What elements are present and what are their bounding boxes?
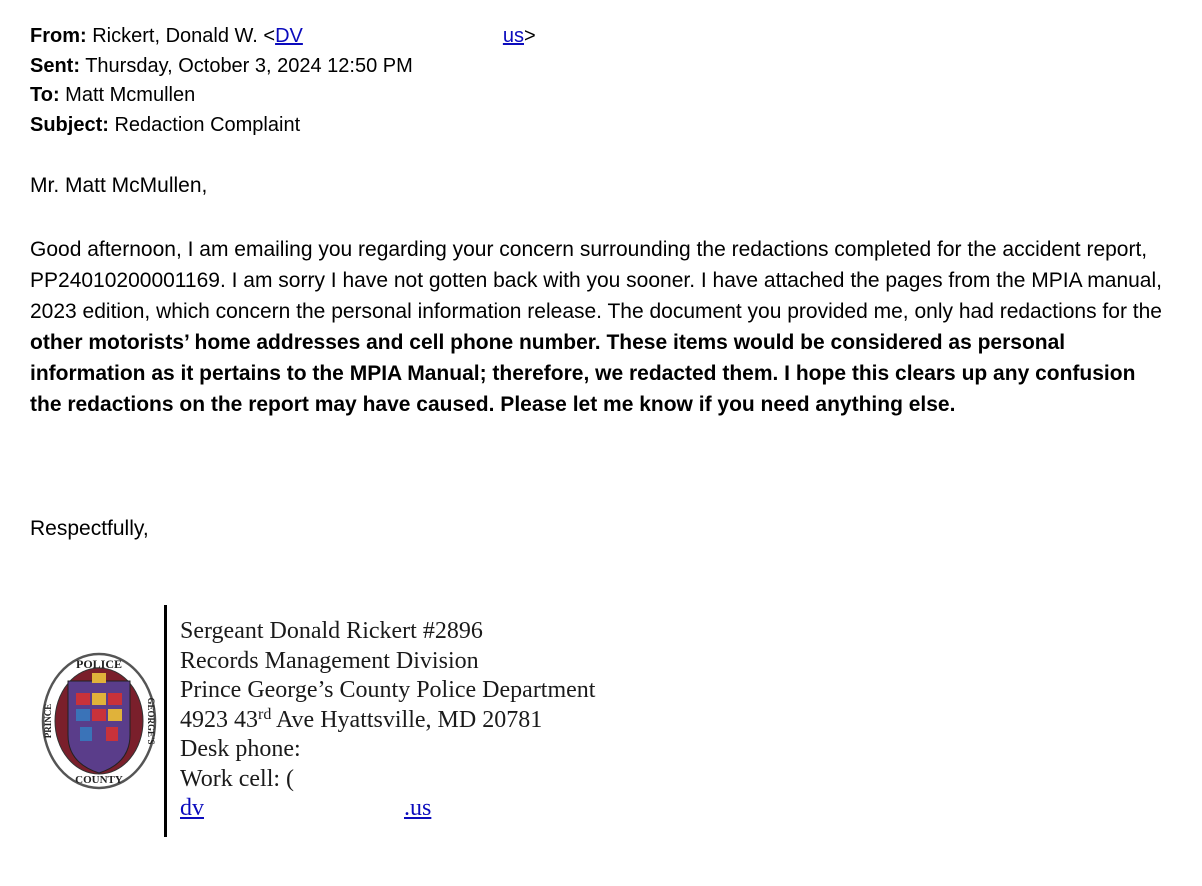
from-label: From:: [30, 25, 87, 47]
email-header: [30, 22, 536, 140]
sent-row: [30, 52, 536, 82]
sent-label: Sent:: [30, 54, 80, 77]
closing: Respectfully,: [30, 517, 149, 540]
signature-email: [180, 794, 595, 824]
to-value: Matt Mcmullen: [65, 84, 196, 106]
from-email-link-start[interactable]: DV: [275, 25, 303, 47]
to-row: [30, 81, 536, 111]
body-bold-text: other motorists’ home addresses and cell phone number. These items would be considered as personal information as it pertains to the MPIA Manual; therefore, we redacted them. I hope this clears up any confusion the redactions on the report may have caused. Please let me know if you need anything else.: [30, 331, 1136, 416]
signature-divider: [164, 605, 167, 837]
email-body: [30, 234, 1170, 420]
address-start: 4923 43: [180, 706, 258, 733]
signature-department: Prince George’s County Police Department: [180, 677, 596, 703]
subject-value: Redaction Complaint: [114, 113, 301, 136]
from-name: Rickert, Donald W. <: [92, 25, 276, 47]
signature-desk-phone: Desk phone:: [180, 736, 301, 762]
signature-name: Sergeant Donald Rickert #2896: [180, 618, 483, 644]
seal-bottom-text: COUNTY: [75, 774, 123, 786]
from-row: [30, 22, 536, 52]
seal-top-text: POLICE: [75, 657, 123, 671]
signature-work-cell: Work cell: (: [180, 765, 295, 792]
subject-row: [30, 111, 536, 141]
sent-value: Thursday, October 3, 2024 12:50 PM: [85, 54, 413, 77]
seal-left-text: PRINCE: [43, 703, 53, 739]
signature-email-link-end[interactable]: .us: [404, 795, 432, 821]
signature-address: [180, 706, 595, 736]
seal-right-text: GEORGE'S: [146, 697, 156, 745]
from-close: >: [524, 25, 536, 47]
signature-email-link-start[interactable]: dv: [180, 795, 204, 821]
body-normal-text: Good afternoon, I am emailing you regarding your concern surrounding the redactions completed for the accident report, PP24010200001169. I am sorry I have not gotten back with you sooner. I have attached the pages from the MPIA manual, 2023 edition, which concern the personal information release. The document you provided me, only had redactions for the: [30, 238, 1162, 323]
signature-block: [180, 617, 595, 824]
signature-division: Records Management Division: [180, 647, 479, 674]
address-end: Ave Hyattsville, MD 20781: [271, 706, 543, 733]
police-seal-logo: [40, 651, 158, 791]
subject-label: Subject:: [30, 113, 109, 136]
greeting: Mr. Matt McMullen,: [30, 174, 208, 197]
from-email-link-end[interactable]: us: [502, 25, 524, 47]
address-sup: rd: [258, 705, 272, 723]
to-label: To:: [30, 84, 60, 106]
